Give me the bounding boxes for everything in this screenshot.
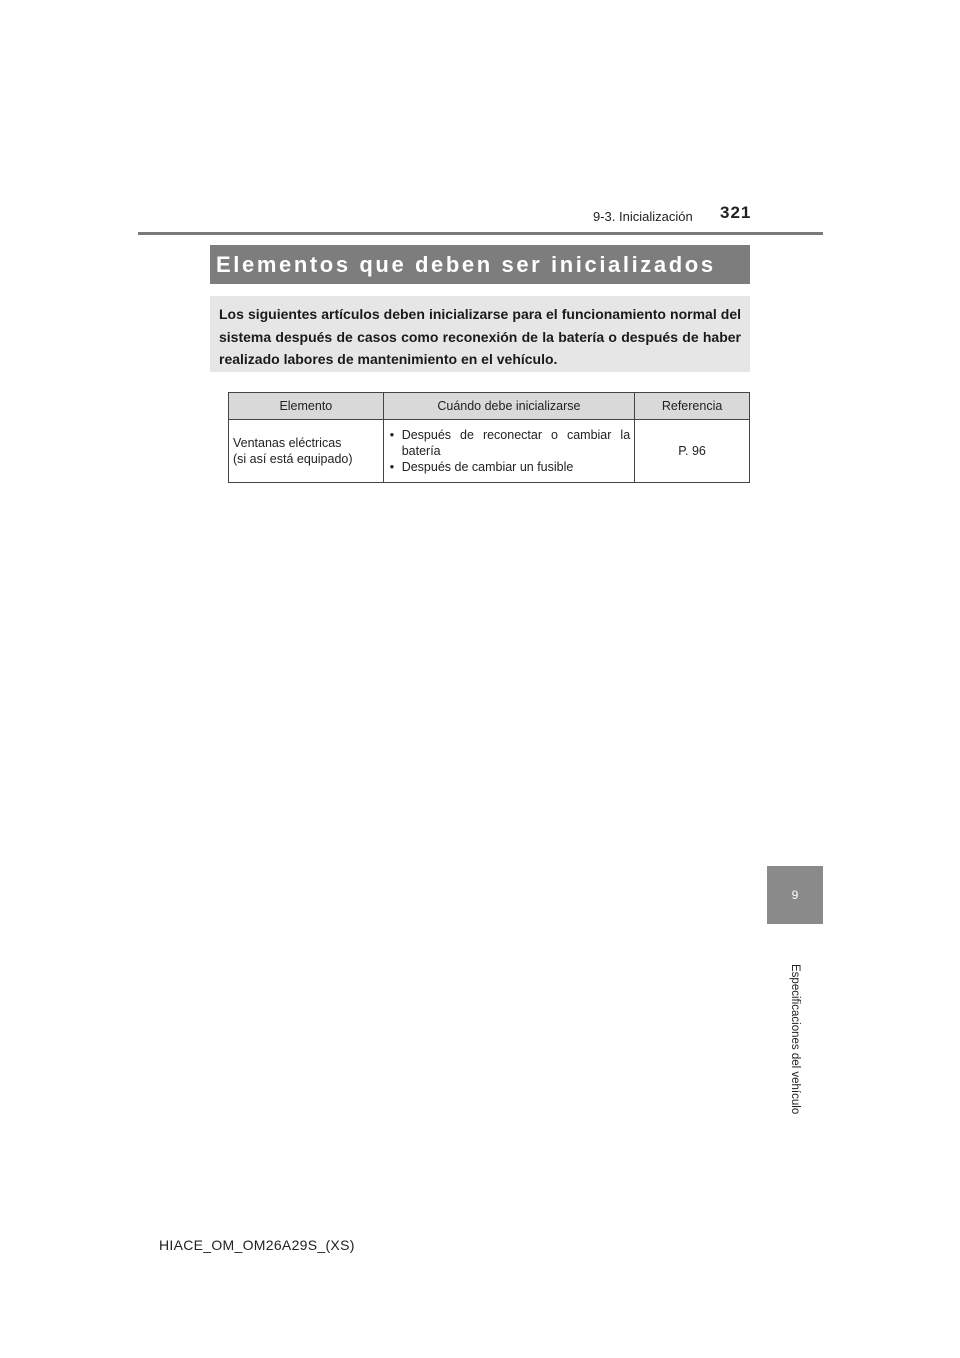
- document-code: HIACE_OM_OM26A29S_(XS): [159, 1237, 355, 1253]
- item-name: Ventanas eléctricas: [233, 436, 342, 450]
- list-item: • Después de reconectar o cambiar la batería: [388, 427, 630, 459]
- table-header-row: [229, 393, 750, 420]
- initialization-table: [228, 392, 750, 483]
- column-header-when: Cuándo debe inicializarse: [383, 393, 634, 420]
- item-note: (si así está equipado): [233, 452, 353, 466]
- chapter-label: Especificaciones del vehículo: [789, 964, 801, 1115]
- list-item: • Después de cambiar un fusible: [388, 459, 630, 475]
- when-cell: [383, 420, 634, 483]
- section-label: 9-3. Inicialización: [593, 209, 693, 224]
- table-row: [229, 420, 750, 483]
- page-number: 321: [720, 203, 752, 222]
- column-header-reference: Referencia: [635, 393, 750, 420]
- column-header-item: Elemento: [229, 393, 384, 420]
- item-cell: [229, 420, 384, 483]
- section-title: Elementos que deben ser inicializados: [216, 251, 716, 277]
- intro-paragraph: Los siguientes artículos deben inicializarse para el funcionamiento normal del sistema después de casos como reconexión de la batería o después de haber realizado labores de mantenimiento en el vehículo.: [210, 296, 750, 372]
- when-list: [388, 427, 630, 475]
- reference-cell: P. 96: [635, 420, 750, 483]
- chapter-number: 9: [791, 888, 799, 902]
- chapter-tab: [767, 866, 823, 924]
- header-divider: [138, 232, 823, 235]
- section-title-bar: [210, 245, 750, 284]
